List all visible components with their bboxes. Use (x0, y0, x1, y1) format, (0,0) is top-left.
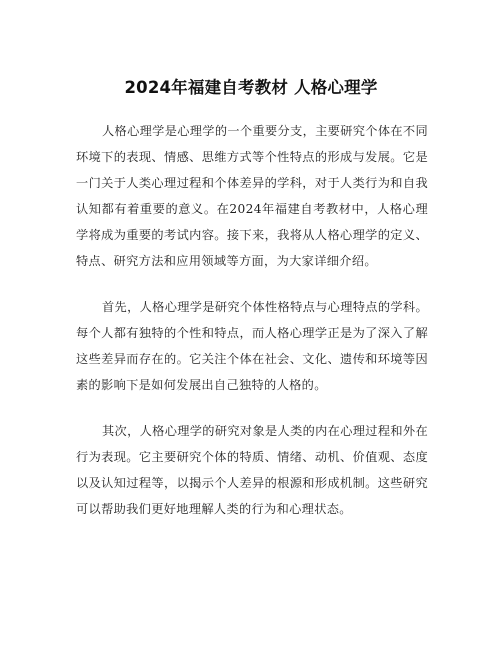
paragraph-definition: 首先，人格心理学是研究个体性格特点与心理特点的学科。每个人都有独特的个性和特点，而人格心理学正是为了深入了解这些差异而存在的。它关注个体在社会、文化、遗传和环境等因素的影响下是如何发展出自己独特的人格的。 (76, 300, 428, 392)
paragraph-research-object: 其次，人格心理学的研究对象是人类的内在心理过程和外在行为表现。它主要研究个体的特质、情绪、动机、价值观、态度以及认知过程等，以揭示个人差异的根源和形成机制。这些研究可以帮助我们更好地理解人类的行为和心理状态。 (76, 424, 428, 516)
paragraph-intro: 人格心理学是心理学的一个重要分支，主要研究个体在不同环境下的表现、情感、思维方式等个性特点的形成与发展。它是一门关于人类心理过程和个体差异的学科，对于人类行为和自我认知都有着重要的意义。在2024年福建自考教材中，人格心理学将成为重要的考试内容。接下来，我将从人格心理学的定义、特点、研究方法和应用领域等方面，为大家详细介绍。 (76, 124, 428, 268)
document-body (76, 118, 428, 542)
document-title: 2024年福建自考教材 人格心理学 (124, 78, 378, 97)
